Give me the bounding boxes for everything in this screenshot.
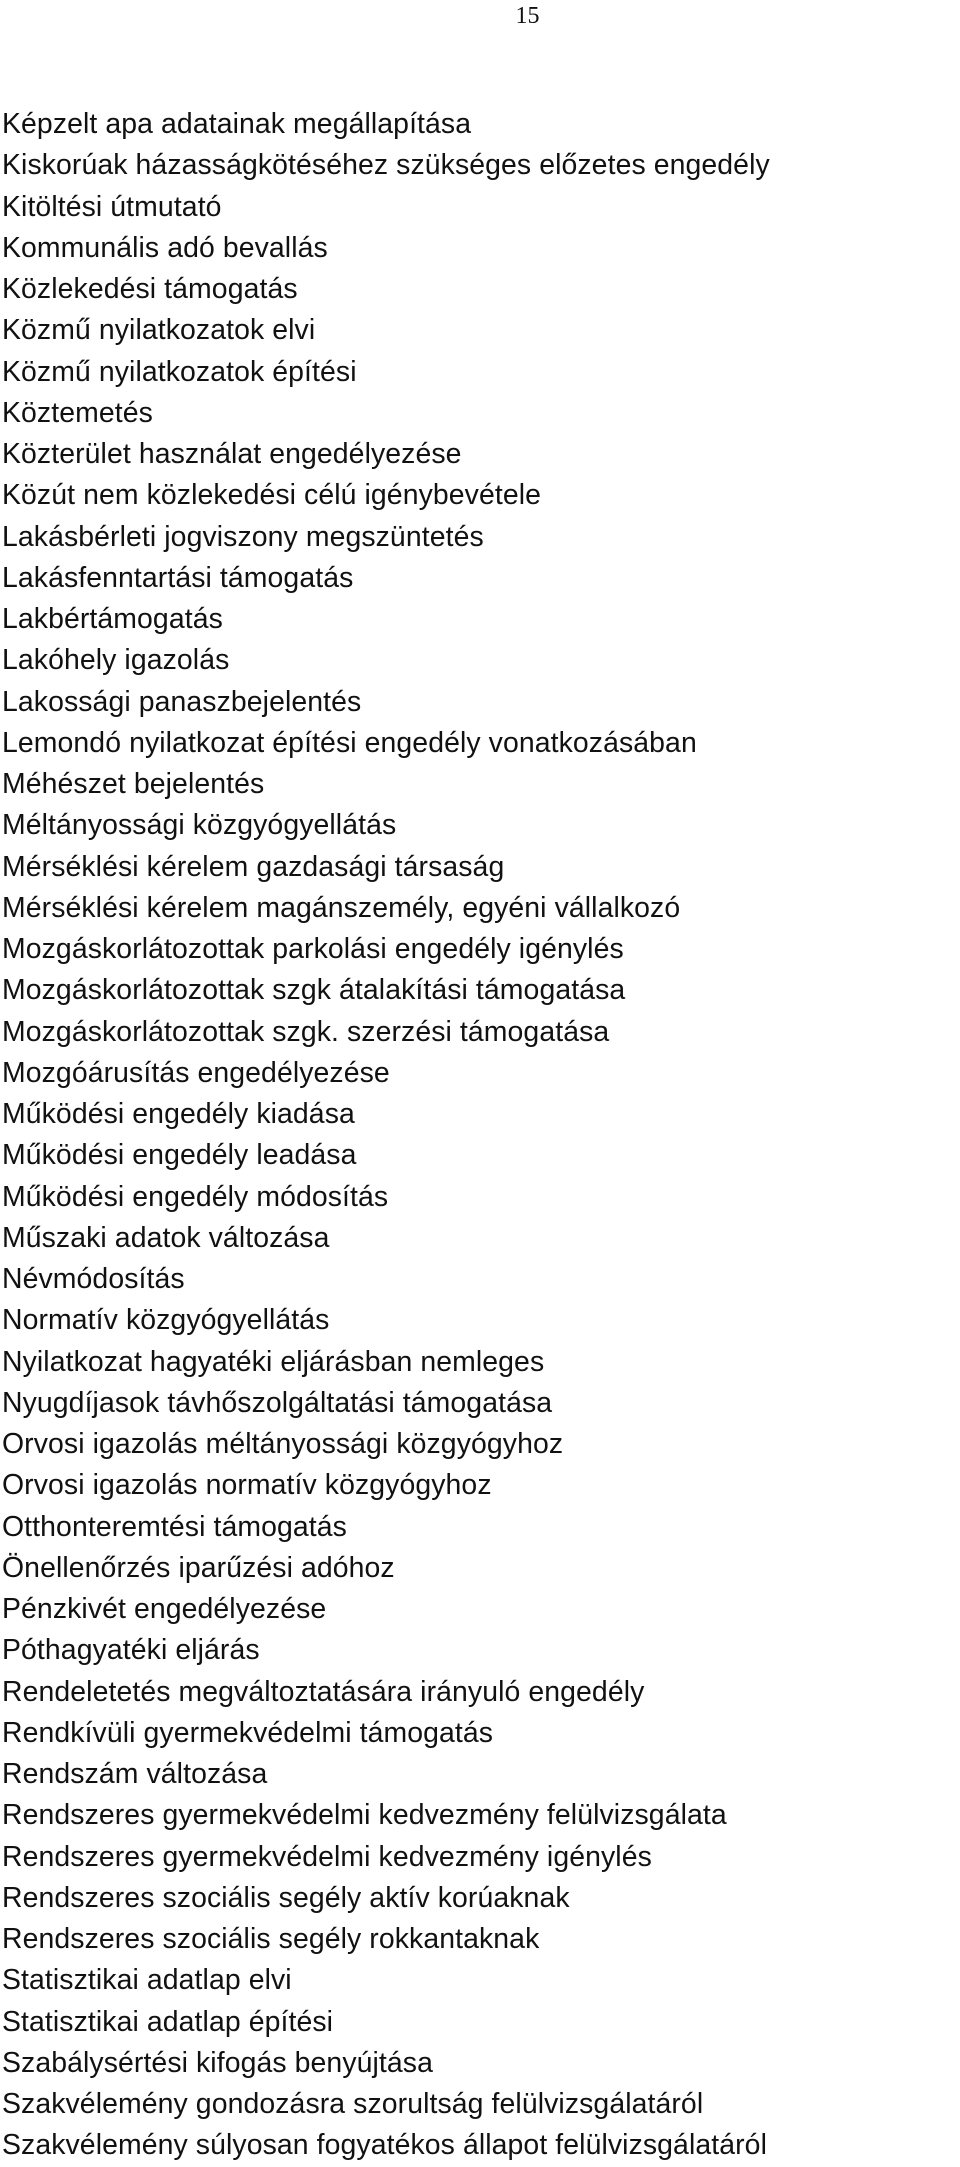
list-item: Otthonteremtési támogatás — [2, 1510, 347, 1543]
list-item: Pénzkivét engedélyezése — [2, 1593, 327, 1625]
list-item: Szakvélemény súlyosan fogyatékos állapot felülvizsgálatáról — [2, 2129, 767, 2162]
list-item: Lakossági panaszbejelentés — [2, 685, 362, 718]
list-item: Közút nem közlekedési célú igénybevétele — [2, 479, 542, 512]
list-item: Orvosi igazolás méltányossági közgyógyhoz — [2, 1428, 564, 1460]
list-item: Rendkívüli gyermekvédelmi támogatás — [2, 1716, 494, 1749]
list-item: Normatív közgyógyellátás — [2, 1304, 330, 1337]
list-item: Szabálysértési kifogás benyújtása — [2, 2046, 433, 2079]
list-item: Közmű nyilatkozatok elvi — [2, 314, 316, 347]
list-item: Mérséklési kérelem magánszemély, egyéni vállalkozó — [2, 891, 681, 924]
list-item: Statisztikai adatlap elvi — [2, 1964, 292, 1997]
list-item: Nyilatkozat hagyatéki eljárásban nemleges — [2, 1345, 545, 1378]
list-item: Kitöltési útmutató — [2, 190, 222, 223]
list-item: Közlekedési támogatás — [2, 273, 298, 305]
list-item: Működési engedély kiadása — [2, 1098, 355, 1130]
list-item: Képzelt apa adatainak megállapítása — [2, 108, 472, 140]
list-item: Rendszám változása — [2, 1758, 268, 1790]
list-item: Méhészet bejelentés — [2, 768, 265, 800]
list-item: Mozgóárusítás engedélyezése — [2, 1056, 390, 1089]
list-item: Méltányossági közgyógyellátás — [2, 809, 397, 842]
list-item: Mozgáskorlátozottak parkolási engedély igénylés — [2, 933, 624, 965]
form-list — [2, 104, 770, 2167]
list-item: Rendszeres gyermekvédelmi kedvezmény igénylés — [2, 1840, 652, 1873]
list-item: Mozgáskorlátozottak szgk átalakítási támogatása — [2, 974, 626, 1007]
list-item: Közterület használat engedélyezése — [2, 438, 462, 470]
list-item: Mozgáskorlátozottak szgk. szerzési támogatása — [2, 1015, 610, 1048]
list-item: Póthagyatéki eljárás — [2, 1634, 260, 1667]
list-item: Rendszeres szociális segély aktív korúaknak — [2, 1881, 570, 1914]
list-item: Kiskorúak házasságkötéséhez szükséges előzetes engedély — [2, 149, 770, 182]
list-item: Lemondó nyilatkozat építési engedély vonatkozásában — [2, 726, 697, 759]
list-item: Szakvélemény gondozásra szorultság felülvizsgálatáról — [2, 2088, 704, 2120]
list-item: Rendszeres gyermekvédelmi kedvezmény felülvizsgálata — [2, 1799, 727, 1832]
page-number: 15 — [515, 3, 540, 29]
list-item: Lakbértámogatás — [2, 603, 223, 635]
list-item: Működési engedély leadása — [2, 1139, 357, 1172]
list-item: Működési engedély módosítás — [2, 1180, 389, 1213]
list-item: Statisztikai adatlap építési — [2, 2005, 334, 2038]
list-item: Közmű nyilatkozatok építési — [2, 355, 357, 388]
list-item: Lakásfenntartási támogatás — [2, 561, 354, 594]
list-item: Műszaki adatok változása — [2, 1221, 330, 1254]
list-item: Rendszeres szociális segély rokkantaknak — [2, 1923, 540, 1955]
list-item: Orvosi igazolás normatív közgyógyhoz — [2, 1469, 492, 1502]
list-item: Nyugdíjasok távhőszolgáltatási támogatása — [2, 1386, 553, 1419]
list-item: Lakóhely igazolás — [2, 644, 230, 677]
list-item: Mérséklési kérelem gazdasági társaság — [2, 850, 505, 883]
list-item: Rendeletetés megváltoztatására irányuló engedély — [2, 1675, 645, 1708]
list-item: Lakásbérleti jogviszony megszüntetés — [2, 520, 484, 553]
list-item: Önellenőrzés iparűzési adóhoz — [2, 1551, 395, 1584]
list-item: Kommunális adó bevallás — [2, 231, 328, 264]
list-item: Névmódosítás — [2, 1263, 185, 1295]
list-item: Köztemetés — [2, 396, 153, 429]
